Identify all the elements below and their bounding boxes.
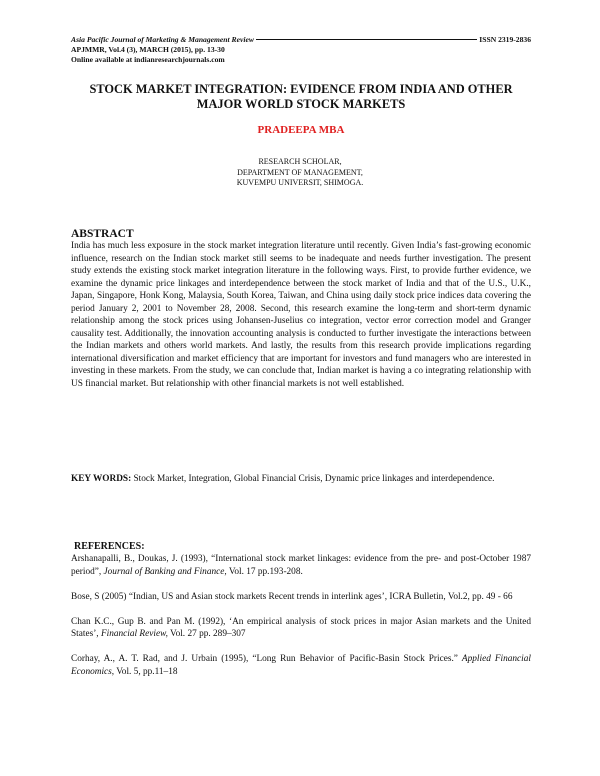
affiliation	[150, 157, 450, 189]
author-name: PRADEEPA MBA	[257, 124, 345, 136]
reference-item: Bose, S (2005) “Indian, US and Asian stock markets Recent trends in interlink ages’, ICRA Bulletin, Vol.2, pp. 49 - 66	[71, 591, 513, 602]
references-list	[71, 553, 531, 691]
reference-item: Chan K.C., Gup B. and Pan M. (1992), ‘An empirical analysis of stock prices in major Asian markets and the United States’, Financial Review, Vol. 27 pp. 289–307	[71, 616, 531, 639]
running-header	[71, 35, 531, 65]
issn: ISSN 2319-2836	[479, 35, 531, 44]
abstract-text: India has much less exposure in the stock market integration literature until recently. Given India’s fast-growing economic influence, research on the Indian stock market still seems to be inadequate and needs further investigation. The present study extends the existing stock market integration literature in the following ways. First, to provide further evidence, we examine the dynamic price linkages and interdependence between the stock market of India and that of the U.S., U.K., Japan, Singapore, Honk Kong, Malaysia, South Korea, Taiwan, and China using daily stock price indices data covering the period January 2, 2001 to November 28, 2008. Second, this research examine the long-term and short-term dynamic relationship among the stock prices using Johansen-Juselius co integration, vector error correction model and Granger causality test. Additionally, the innovation accounting analysis is conducted to further investigate the interactions between the Indian markets and others world markets. And lastly, the results from this research provide implications regarding international diversification and market efficiency that are important for investors and fund managers who are interested in investing in these markets. From the study, we can conclude that, Indian market is having a co integrating relationship with US financial market. But relationship with other financial markets is not well established.	[71, 241, 531, 389]
keywords-label: KEY WORDS:	[71, 474, 132, 484]
reference-item: Corhay, A., A. T. Rad, and J. Urbain (1995), “Long Run Behavior of Pacific-Basin Stock Prices.” Applied Financial Economics, Vol. 5, pp.11–18	[71, 654, 532, 677]
keywords-text: Stock Market, Integration, Global Financial Crisis, Dynamic price linkages and interdependence.	[133, 474, 495, 484]
paper-title: STOCK MARKET INTEGRATION: EVIDENCE FROM INDIA AND OTHER MAJOR WORLD STOCK MARKETS	[89, 82, 513, 111]
volume-line: APJMMR, Vol.4 (3), MARCH (2015), pp. 13-30	[71, 45, 225, 54]
affiliation-line: KUVEMPU UNIVERSIT, SHIMOGA.	[236, 178, 364, 187]
journal-name: Asia Pacific Journal of Marketing & Management Review	[71, 35, 254, 44]
references-heading: REFERENCES:	[74, 541, 145, 552]
abstract-heading: ABSTRACT	[71, 228, 134, 240]
header-rule	[256, 39, 477, 40]
keywords	[71, 473, 531, 486]
affiliation-line: DEPARTMENT OF MANAGEMENT,	[237, 167, 363, 177]
affiliation-line: RESEARCH SCHOLAR,	[258, 157, 342, 166]
reference-item: Arshanapalli, B., Doukas, J. (1993), “International stock market linkages: evidence from the pre- and post-October 1987 period”, Journal of Banking and Finance, Vol. 17 pp.193-208.	[71, 554, 531, 577]
online-line: Online available at indianresearchjournals.com	[71, 55, 225, 64]
